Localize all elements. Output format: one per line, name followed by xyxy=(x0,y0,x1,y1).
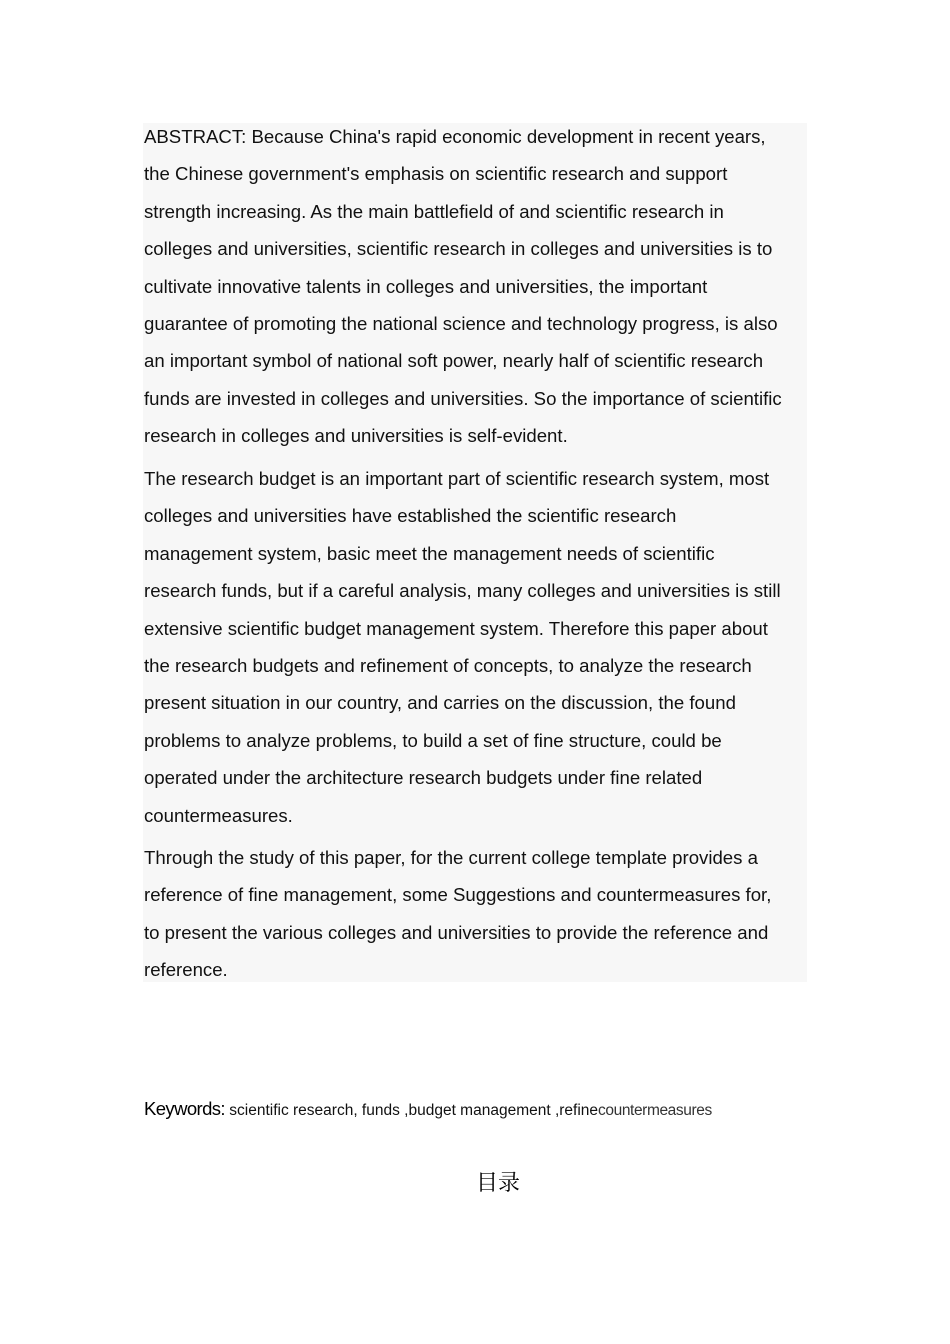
text-line: strength increasing. As the main battlefield of and scientific research in xyxy=(144,200,724,222)
text-line: Through the study of this paper, for the current college template provides a xyxy=(144,847,758,868)
text-line: colleges and universities have established the scientific research xyxy=(144,505,677,527)
text-line: the research budgets and refinement of concepts, to analyze the research xyxy=(144,654,752,676)
keywords-label: Keywords: xyxy=(144,1098,225,1119)
text-line: research in colleges and universities is self-evident. xyxy=(144,425,568,447)
text-line: The research budget is an important part of scientific research system, most xyxy=(144,468,770,489)
text-line: colleges and universities, scientific research in colleges and universities is to xyxy=(144,238,773,260)
text-line: guarantee of promoting the national science and technology progress, is also xyxy=(144,312,778,334)
text-line: the Chinese government's emphasis on scientific research and support xyxy=(144,163,728,185)
text-line: funds are invested in colleges and universities. So the importance of scientific xyxy=(144,387,782,409)
text-line: operated under the architecture research budgets under fine related xyxy=(144,767,703,789)
text-line: cultivate innovative talents in colleges and universities, the important xyxy=(144,275,708,297)
text-line: extensive scientific budget management system. Therefore this paper about xyxy=(144,617,768,639)
keywords-line xyxy=(144,1098,712,1120)
toc-heading: 目录 xyxy=(475,1171,520,1196)
text-line: management system, basic meet the management needs of scientific xyxy=(144,542,715,564)
abstract-paragraph-1 xyxy=(144,118,804,455)
text-line: reference of fine management, some Suggestions and countermeasures for, xyxy=(144,884,772,906)
text-line: to present the various colleges and universities to provide the reference and xyxy=(144,921,769,943)
keywords-list: scientific research, funds ,budget management ,refine xyxy=(224,1102,599,1119)
text-line: present situation in our country, and carries on the discussion, the found xyxy=(144,692,736,714)
text-line: research funds, but if a careful analysis, many colleges and universities is still xyxy=(144,580,781,602)
abstract-paragraph-3 xyxy=(144,839,804,989)
text-line: problems to analyze problems, to build a set of fine structure, could be xyxy=(144,729,722,751)
text-line: ABSTRACT: Because China's rapid economic development in recent years, xyxy=(144,126,766,147)
abstract-paragraph-2 xyxy=(144,460,804,834)
text-line: an important symbol of national soft power, nearly half of scientific research xyxy=(144,350,764,372)
text-line: countermeasures. xyxy=(144,804,293,826)
text-line: reference. xyxy=(144,959,228,981)
keywords-last-term: countermeasures xyxy=(598,1102,712,1119)
